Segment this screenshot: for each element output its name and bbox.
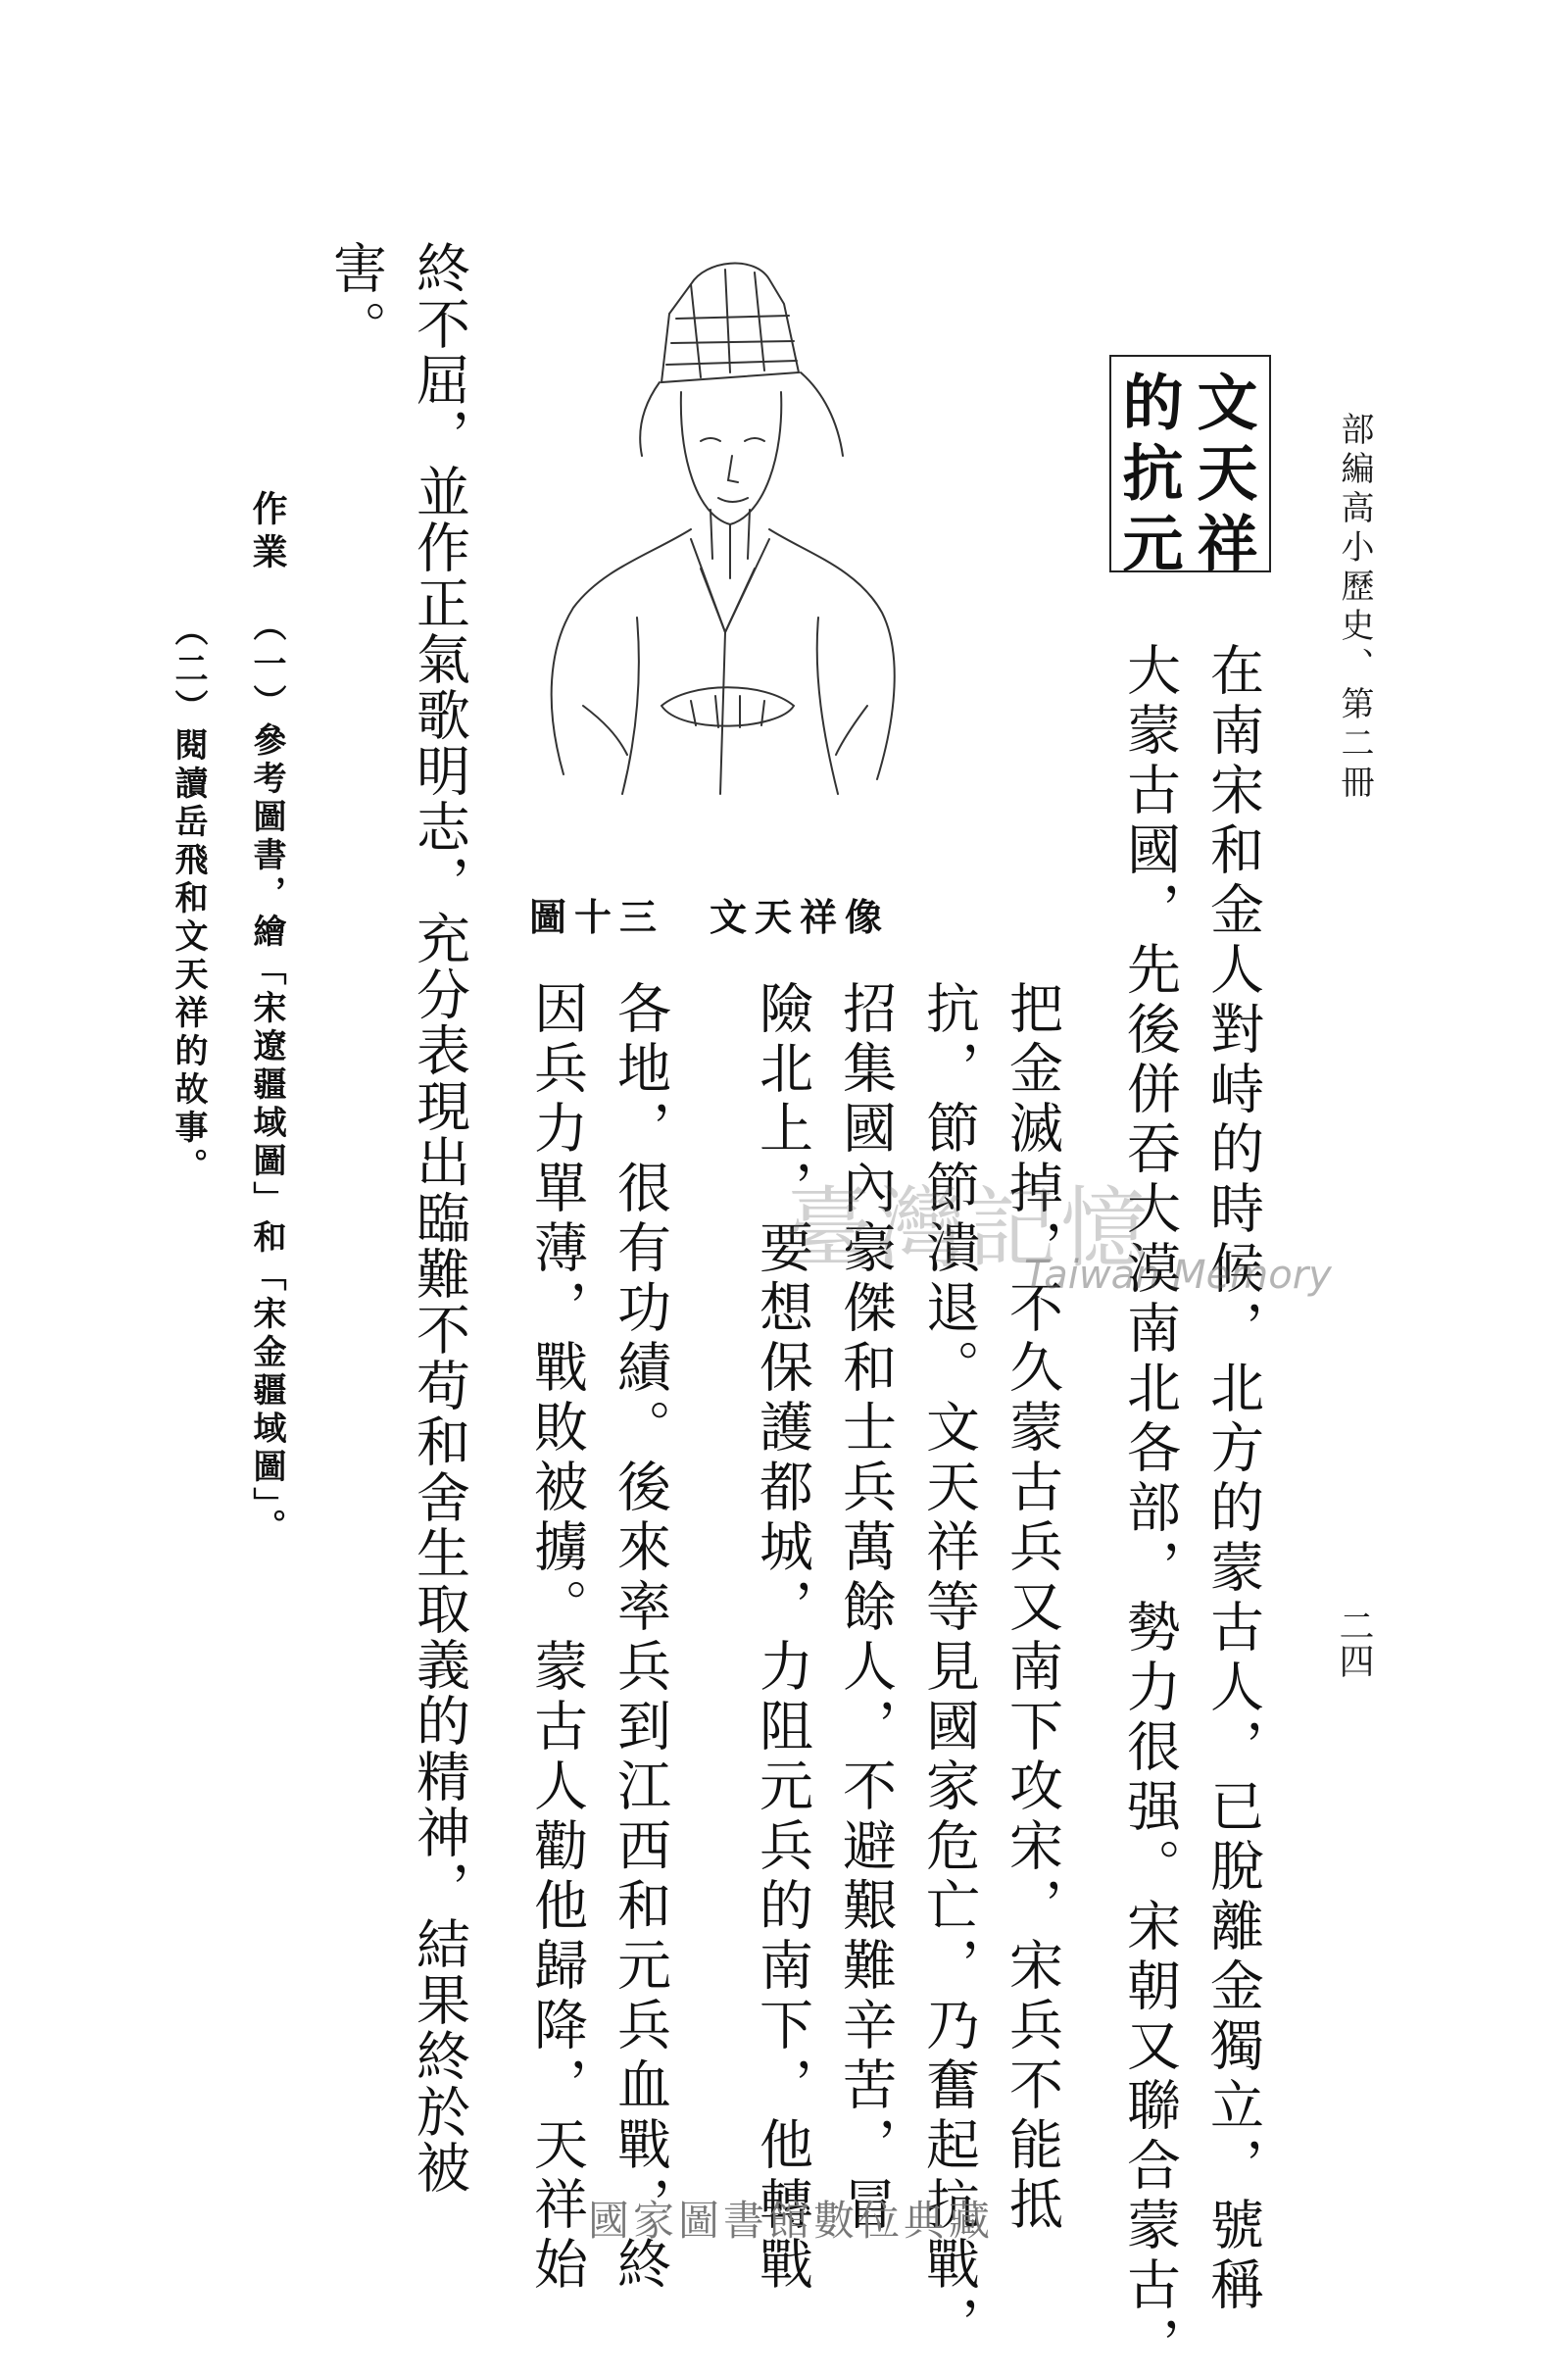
page-number: 二四	[1334, 1608, 1374, 1678]
running-title: 部編高小歷史、第二冊	[1335, 412, 1374, 804]
body-column-9: 終不屈，並作正氣歌明志，充分表現出臨難不苟和舍生取義的精神，結果終於被	[408, 240, 470, 2196]
body-column-6: 險北上，要想保護都城，力阻元兵的南下，他轉戰	[751, 980, 813, 2296]
body-column-8: 因兵力單薄，戰敗被擄。蒙古人勸他歸降，天祥始	[525, 980, 588, 2296]
footer-credit: 國家圖書館數位典藏	[588, 2197, 995, 2245]
body-column-2: 大蒙古國，先後併吞大漠南北各部，勢力很强。宋朝又聯合蒙古，	[1118, 642, 1181, 2376]
activities-heading: 作業	[247, 490, 288, 576]
watermark-subtext: Taiwan Memory	[1024, 1253, 1332, 1298]
portrait-illustration	[544, 245, 906, 814]
watermark: 臺灣記憶	[784, 1177, 1152, 1280]
body-column-1: 在南宋和金人對峙的時候，北方的蒙古人，已脫離金獨立，號稱	[1201, 642, 1264, 2316]
body-column-5: 招集國內豪傑和士兵萬餘人，不避艱難辛苦，冒	[834, 980, 897, 2236]
figure-caption: 圖十三 文天祥像	[529, 895, 891, 939]
body-column-7: 各地，很有功績。後來率兵到江西和元兵血戰，終	[609, 980, 671, 2296]
section-title-line-2: 的抗元	[1112, 371, 1184, 582]
activity-item-2: （二）閱讀岳飛和文天祥的故事。	[169, 613, 208, 1186]
activity-item-1: （一）參考圖書，繪「宋遼疆域圖」和「宋金疆域圖」。	[247, 608, 286, 1547]
section-title-line-1: 文天祥	[1187, 371, 1258, 582]
body-column-3: 把金滅掉，不久蒙古兵又南下攻宋，宋兵不能抵	[1001, 980, 1063, 2236]
body-column-4: 抗，節節潰退。文天祥等見國家危亡，乃奮起抗戰，	[917, 980, 980, 2355]
body-column-10: 害。	[324, 240, 387, 360]
